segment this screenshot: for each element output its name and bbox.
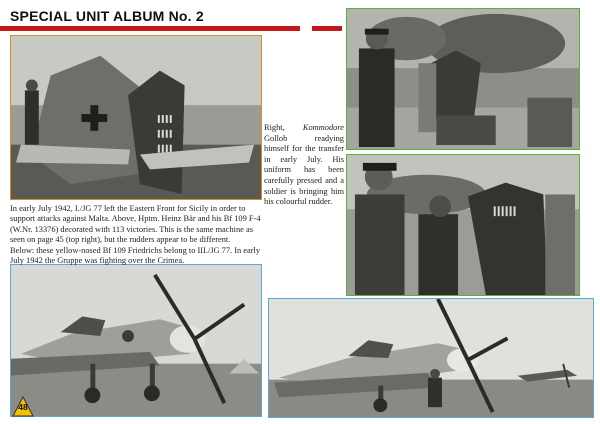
caption-side-text: Gollob readying himself for the transfer in early July. His uniform has been carefully pressed and a soldier is bringing him his colourful rudder. <box>264 133 344 207</box>
header-rule-left <box>0 26 300 31</box>
caption-main-paragraph-1: In early July 1942, I./JG 77 left the Eastern Front for Sicily in order to support attacks against Malta. Above, Hptm. Heinz Bär and his Bf 109 F-4 (W.Nr. 13376) decorated with 113 victories. This is the same machine as seen on page 45 (top right), but the rudders appear to be different. <box>10 204 261 245</box>
caption-main <box>10 204 266 266</box>
photo-bf109f-parked-left <box>10 264 262 417</box>
photo-gollob-with-rudder <box>346 8 580 150</box>
photo-rudder-handover <box>346 154 580 296</box>
album-title: SPECIAL UNIT ALBUM No. 2 <box>10 8 204 24</box>
page-number-badge <box>12 396 34 418</box>
page-number: 48 <box>18 402 28 412</box>
header-rule-right <box>312 26 342 31</box>
photo-bar-bf109-tail <box>10 35 262 200</box>
photo-bf109f-airfield-right <box>268 298 594 418</box>
caption-side-prefix: Right, <box>264 123 285 132</box>
caption-side-italic: Kommodore <box>302 123 344 132</box>
caption-side <box>264 123 344 208</box>
caption-main-paragraph-2: Below: these yellow-nosed Bf 109 Friedrichs belong to III./JG 77. In early July 1942 the Gruppe was fighting over the Crimea. <box>10 245 261 266</box>
